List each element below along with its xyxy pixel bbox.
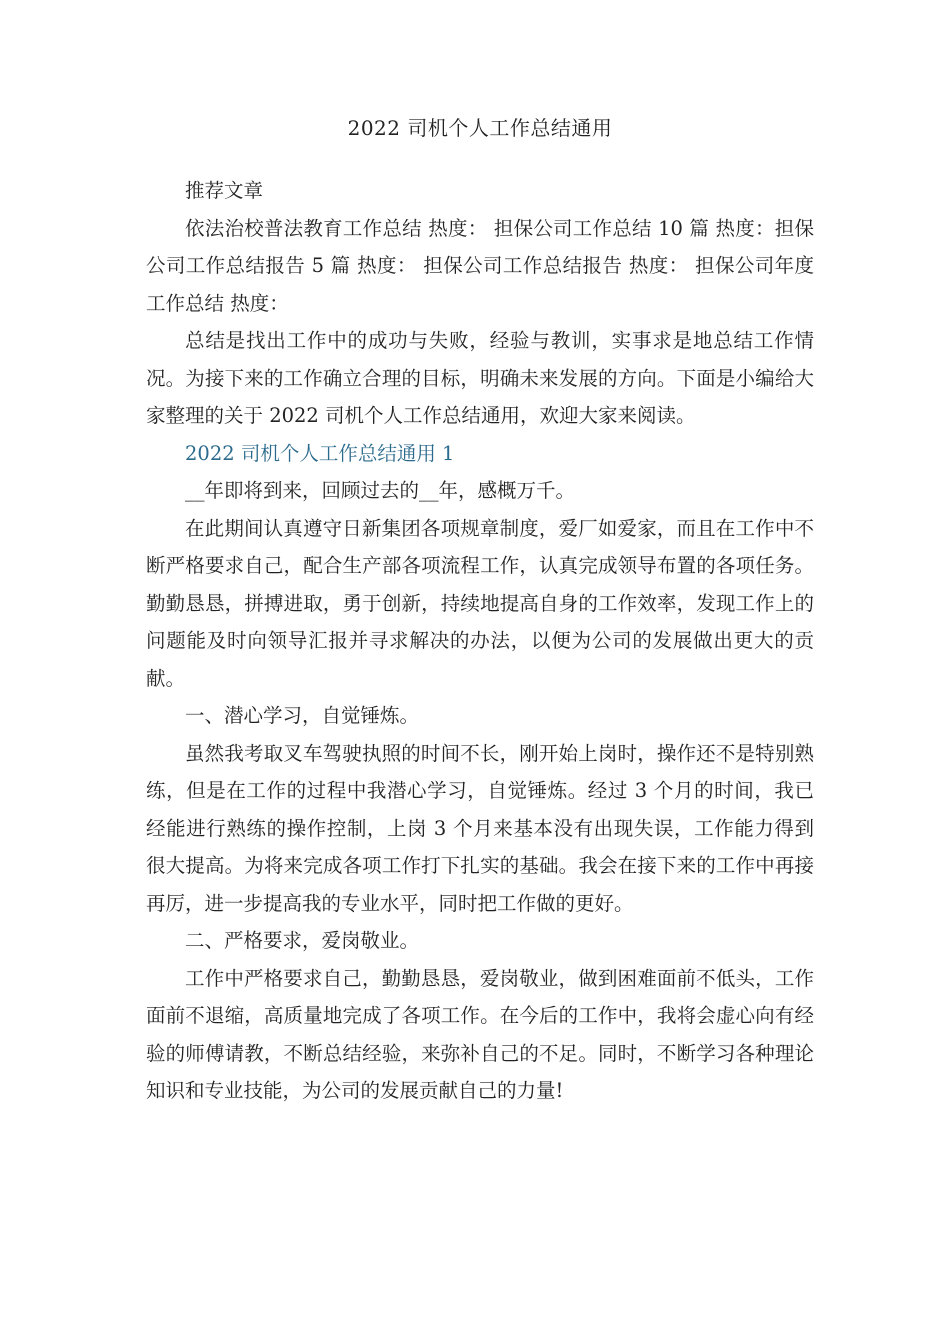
section-heading-link[interactable]: 2022 司机个人工作总结通用 1 [185, 441, 455, 465]
body-paragraph: 在此期间认真遵守日新集团各项规章制度，爱厂如爱家，而且在工作中不断严格要求自己，配合生产部各项流程工作，认真完成领导布置的各项任务。勤勤恳恳，拼搏进取，勇于创新，持续地提高自身的工作效率，发现工作上的问题能及时向领导汇报并寻求解决的办法，以便为公司的发展做出更大的贡献。 [146, 516, 814, 690]
recommended-articles: 依法治校普法教育工作总结 热度： 担保公司工作总结 10 篇 热度：担保公司工作总结报告 5 篇 热度： 担保公司工作总结报告 热度： 担保公司年度工作总结 热度： [146, 216, 814, 315]
subheading: 二、严格要求，爱岗敬业。 [185, 929, 420, 952]
document-title: 2022 司机个人工作总结通用 [347, 116, 613, 140]
body-paragraph: __年即将到来，回顾过去的__年，感概万千。 [185, 479, 576, 502]
recommended-label: 推荐文章 [185, 179, 264, 202]
subheading: 一、潜心学习，自觉锤炼。 [185, 704, 420, 727]
document-page [146, 110, 814, 1110]
body-paragraph: 工作中严格要求自己，勤勤恳恳，爱岗敬业，做到困难面前不低头，工作面前不退缩，高质量地完成了各项工作。在今后的工作中，我将会虚心向有经验的师傅请教，不断总结经验，来弥补自己的不足。同时，不断学习各种理论知识和专业技能，为公司的发展贡献自己的力量! [146, 966, 814, 1102]
body-paragraph: 虽然我考取叉车驾驶执照的时间不长，刚开始上岗时，操作还不是特别熟练，但是在工作的过程中我潜心学习，自觉锤炼。经过 3 个月的时间，我已经能进行熟练的操作控制，上岗 3 个月来基本没有出现失误，工作能力得到很大提高。为将来完成各项工作打下扎实的基础。我会在接下来的工作中再接再厉，进一步提高我的专业水平，同时把工作做的更好。 [146, 741, 814, 915]
intro-paragraph: 总结是找出工作中的成功与失败，经验与教训，实事求是地总结工作情况。为接下来的工作确立合理的目标，明确未来发展的方向。下面是小编给大家整理的关于 2022 司机个人工作总结通用，欢迎大家来阅读。 [146, 329, 814, 427]
